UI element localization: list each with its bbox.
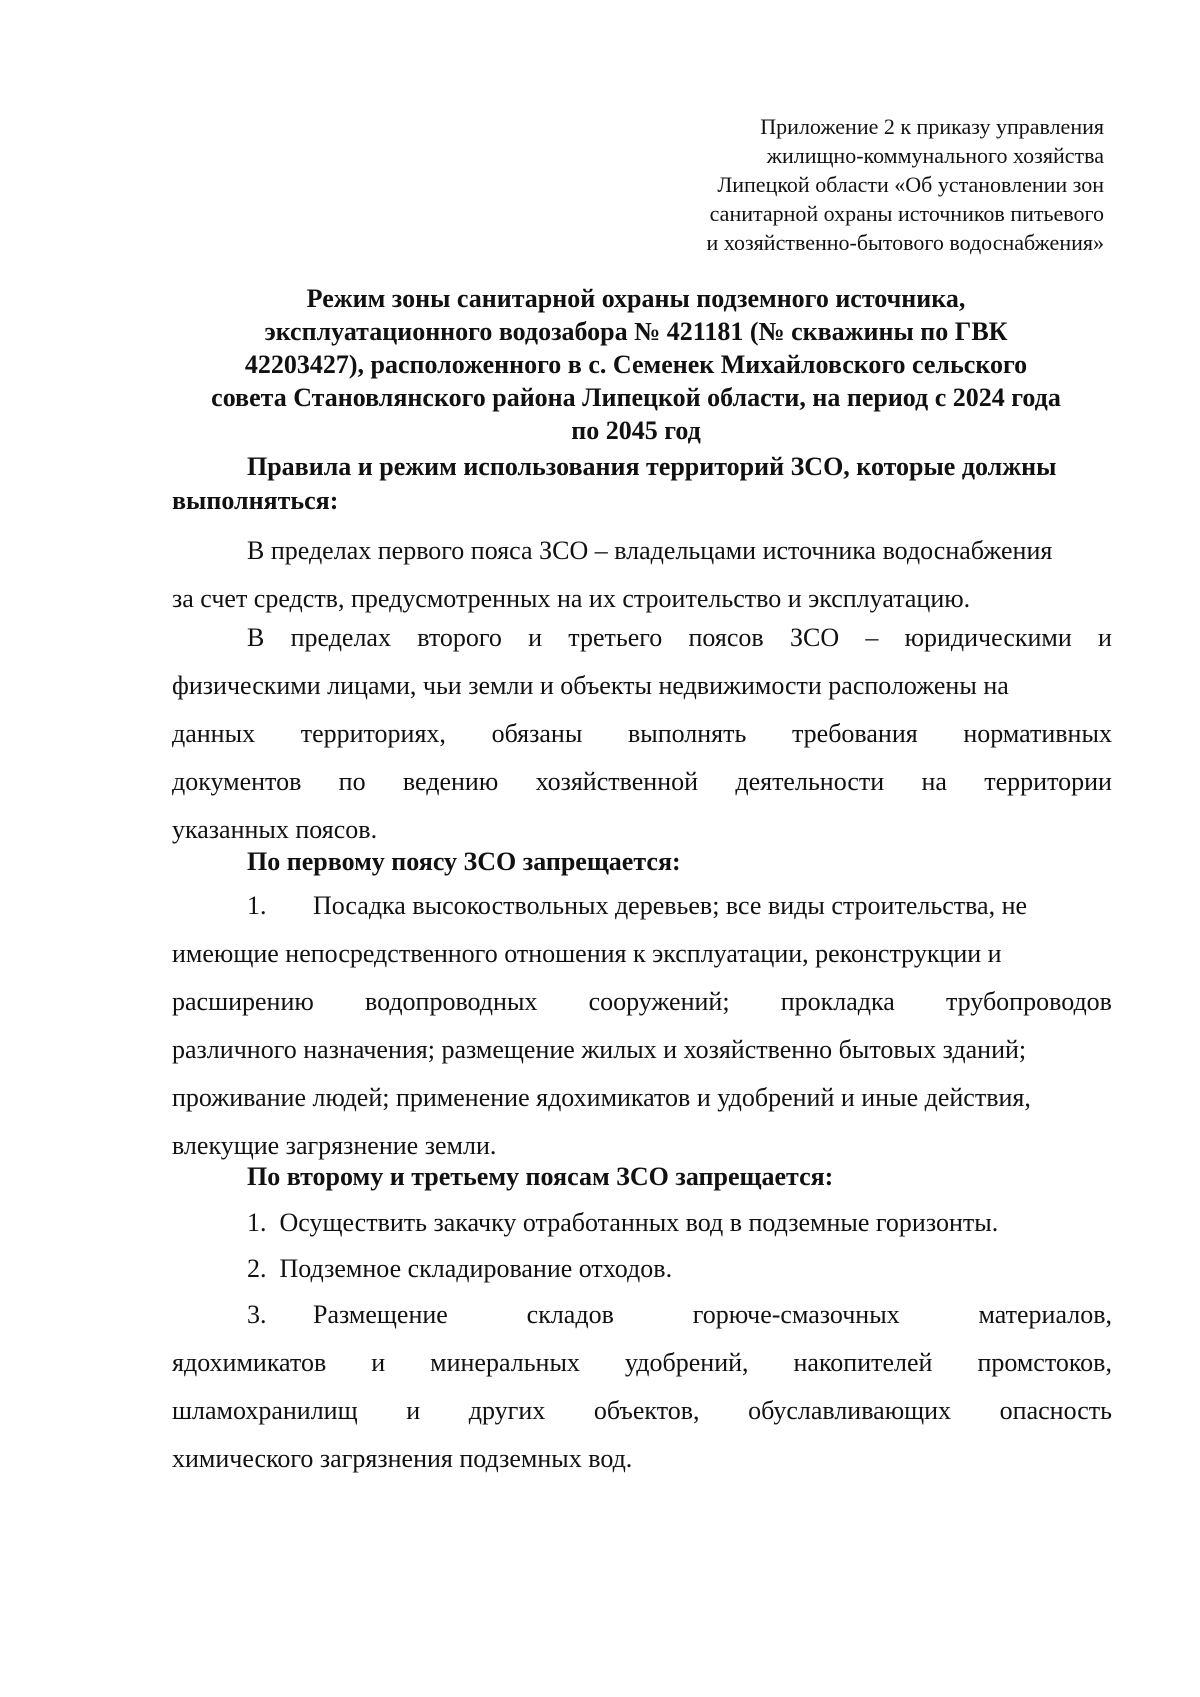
word: материалов, — [978, 1300, 1112, 1329]
word: ЗСО — [789, 623, 840, 652]
paragraph-line: химического загрязнения подземных вод. — [172, 1444, 633, 1473]
word: и — [371, 1348, 386, 1377]
paragraph-line-justified — [172, 614, 1112, 662]
title-line: по 2045 год — [571, 416, 701, 445]
appendix-line: Липецкой области «Об установлении зон — [717, 172, 1104, 197]
word: минеральных — [430, 1348, 580, 1377]
word: – — [865, 623, 879, 652]
paragraph-line: проживание людей; применение ядохимикатов и удобрений и иные действия, — [172, 1083, 1031, 1112]
paragraph-line: имеющие непосредственного отношения к эксплуатации, реконструкции и — [172, 939, 1002, 968]
word: второго — [417, 623, 502, 652]
word: территории — [984, 767, 1112, 796]
appendix-note — [584, 112, 1104, 257]
word: опасность — [999, 1396, 1112, 1425]
word: объектов, — [593, 1396, 700, 1425]
title-line: совета Становлянского района Липецкой области, на период с 2024 года — [211, 383, 1061, 412]
list-item-first-line — [172, 1291, 1112, 1339]
paragraph-line: за счет средств, предусмотренных на их строительство и эксплуатацию. — [172, 584, 971, 613]
word: третьего — [568, 623, 663, 652]
list-item-text: Посадка высокоствольных деревьев; все виды строительства, не — [313, 891, 1028, 920]
word: складов — [526, 1300, 614, 1329]
word: пределах — [290, 623, 391, 652]
word: по — [338, 767, 366, 796]
paragraph-line: физическими лицами, чьи земли и объекты недвижимости расположены на — [172, 671, 1009, 700]
word: деятельности — [735, 767, 885, 796]
word: и — [406, 1396, 421, 1425]
word: обуславливающих — [748, 1396, 952, 1425]
word: нормативных — [963, 719, 1112, 748]
paragraph-line-justified — [172, 978, 1112, 1026]
paragraph-line-justified — [172, 1339, 1112, 1387]
word: обязаны — [491, 719, 583, 748]
paragraph-line-justified — [172, 758, 1112, 806]
rules-heading-line2: выполняться: — [172, 486, 339, 515]
second-third-belt-item-1: 1. Осуществить закачку отработанных вод в подземные горизонты. — [247, 1208, 999, 1237]
word: горюче-смазочных — [692, 1300, 900, 1329]
word: хозяйственной — [535, 767, 699, 796]
word: водопроводных — [364, 987, 538, 1016]
word: ядохимикатов — [172, 1348, 327, 1377]
second-third-belt-item-2: 2. Подземное складирование отходов. — [247, 1254, 673, 1283]
paragraph-first-belt-owners — [172, 527, 1112, 623]
appendix-line: и хозяйственно-бытового водоснабжения» — [706, 230, 1104, 255]
paragraph-line: В пределах первого пояса ЗСО – владельцами источника водоснабжения — [247, 536, 1053, 565]
paragraph-line: различного назначения; размещение жилых и хозяйственно бытовых зданий; — [172, 1035, 1027, 1064]
paragraph-line: указанных поясов. — [172, 815, 378, 844]
word: ведению — [402, 767, 499, 796]
word: выполнять — [627, 719, 747, 748]
word: требования — [791, 719, 918, 748]
word: сооружений; — [588, 987, 730, 1016]
paragraph-line-justified — [172, 1387, 1112, 1435]
first-belt-heading: По первому поясу ЗСО запрещается: — [247, 847, 681, 876]
word: данных — [172, 719, 256, 748]
word: Размещение — [313, 1300, 448, 1329]
word: расширению — [172, 987, 314, 1016]
word: промстоков, — [977, 1348, 1112, 1377]
word: территориях, — [300, 719, 446, 748]
list-number: 3. — [247, 1300, 267, 1329]
list-item-first-line — [172, 882, 1112, 930]
appendix-line: Приложение 2 к приказу управления — [760, 114, 1104, 139]
word: на — [921, 767, 947, 796]
first-belt-item-1 — [172, 882, 1112, 1170]
document-title — [160, 282, 1112, 447]
word: юридическими — [904, 623, 1072, 652]
word: накопителей — [793, 1348, 933, 1377]
word: В — [247, 623, 265, 652]
paragraph-line: влекущие загрязнение земли. — [172, 1131, 497, 1160]
rules-heading-line1: Правила и режим использования территорий ЗСО, которые должны — [247, 452, 1057, 481]
title-line: эксплуатационного водозабора № 421181 (№ скважины по ГВК — [264, 317, 1008, 346]
paragraph-second-third-belt — [172, 614, 1112, 854]
word: других — [468, 1396, 546, 1425]
paragraph-line-justified — [313, 1291, 1112, 1339]
rules-heading — [172, 450, 1112, 518]
paragraph-line-justified — [172, 710, 1112, 758]
word: прокладка — [780, 987, 895, 1016]
word: документов — [172, 767, 302, 796]
word: и — [528, 623, 543, 652]
title-line: Режим зоны санитарной охраны подземного источника, — [306, 284, 966, 313]
word: шламохранилищ — [172, 1396, 358, 1425]
word: и — [1098, 623, 1112, 652]
title-line: 42203427), расположенного в с. Семенек Михайловского сельского — [244, 350, 1028, 379]
appendix-line: санитарной охраны источников питьевого — [709, 201, 1104, 226]
second-third-belt-heading: По второму и третьему поясам ЗСО запрещается: — [247, 1162, 834, 1191]
word: трубопроводов — [945, 987, 1112, 1016]
word: удобрений, — [624, 1348, 749, 1377]
second-third-belt-item-3 — [172, 1291, 1112, 1483]
appendix-line: жилищно-коммунального хозяйства — [766, 143, 1104, 168]
word: поясов — [688, 623, 764, 652]
list-number: 1. — [247, 891, 267, 920]
